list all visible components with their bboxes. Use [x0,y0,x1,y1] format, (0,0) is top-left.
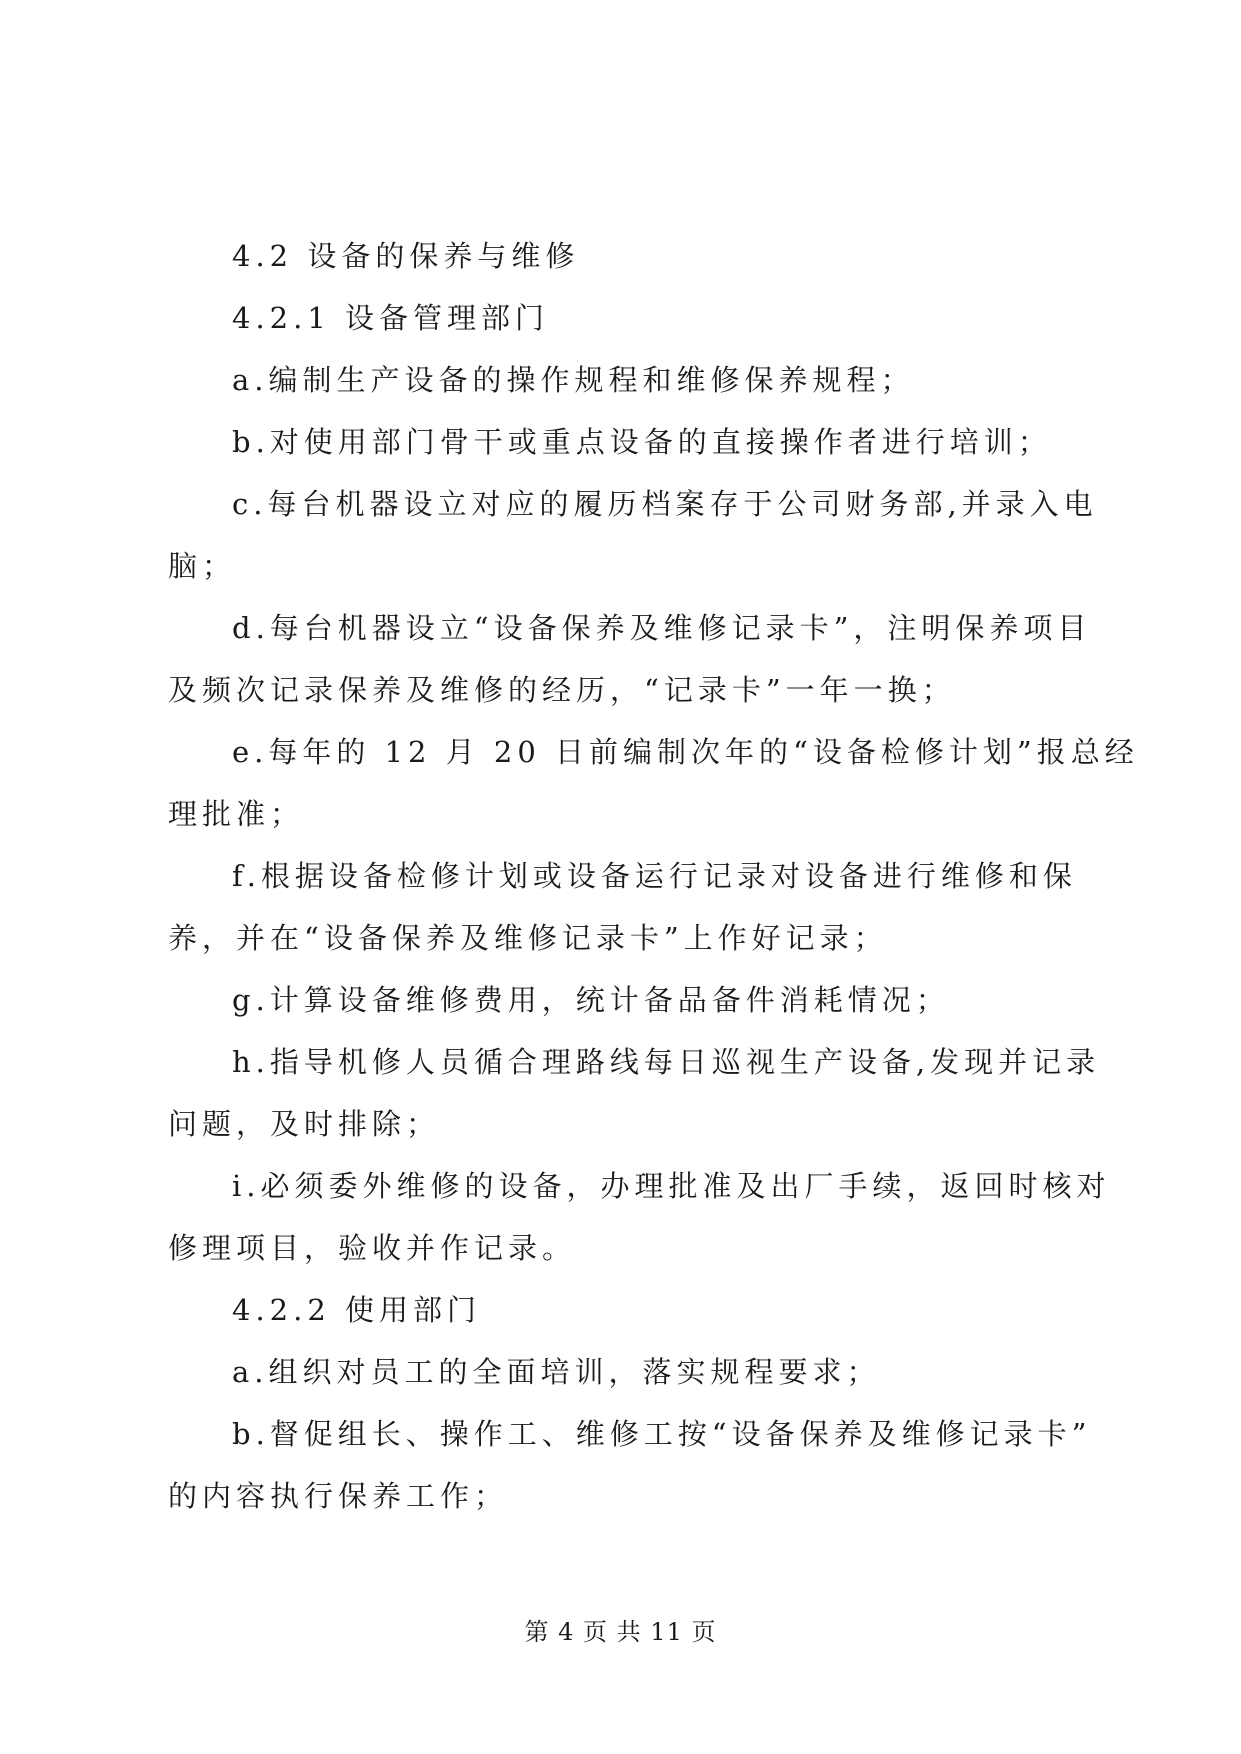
page-number-footer: 第 4 页 共 11 页 [524,1618,717,1646]
paragraph-line: 的内容执行保养工作； [168,1479,509,1513]
paragraph-line: 理批准； [168,797,305,831]
paragraph-line: e.每年的 12 月 20 日前编制次年的“设备检修计划”报总经 [232,735,1139,769]
paragraph-line: a.组织对员工的全面培训，落实规程要求； [232,1355,881,1389]
paragraph-line: 问题，及时排除； [168,1107,441,1141]
paragraph-line: d.每台机器设立“设备保养及维修记录卡”，注明保养项目 [232,611,1092,645]
paragraph-line: 修理项目，验收并作记录。 [168,1231,577,1265]
paragraph-line: 及频次记录保养及维修的经历，“记录卡”一年一换； [168,673,956,707]
paragraph-line: a.编制生产设备的操作规程和维修保养规程； [232,363,915,397]
paragraph-line: 脑； [168,549,237,583]
subsection-heading: 4.2.1 设备管理部门 [232,301,550,335]
paragraph-line: h.指导机修人员循合理路线每日巡视生产设备,发现并记录 [232,1045,1101,1079]
section-heading: 4.2 设备的保养与维修 [232,239,580,273]
paragraph-line: b.对使用部门骨干或重点设备的直接操作者进行培训； [232,425,1052,459]
paragraph-line: g.计算设备维修费用，统计备品备件消耗情况； [232,983,950,1017]
paragraph-line: f.根据设备检修计划或设备运行记录对设备进行维修和保 [232,859,1077,893]
paragraph-line: c.每台机器设立对应的履历档案存于公司财务部,并录入电 [232,487,1098,521]
paragraph-line: b.督促组长、操作工、维修工按“设备保养及维修记录卡” [232,1417,1092,1451]
subsection-heading: 4.2.2 使用部门 [232,1293,482,1327]
paragraph-line: i.必须委外维修的设备，办理批准及出厂手续，返回时核对 [232,1169,1111,1203]
paragraph-line: 养，并在“设备保养及维修记录卡”上作好记录； [168,921,888,955]
